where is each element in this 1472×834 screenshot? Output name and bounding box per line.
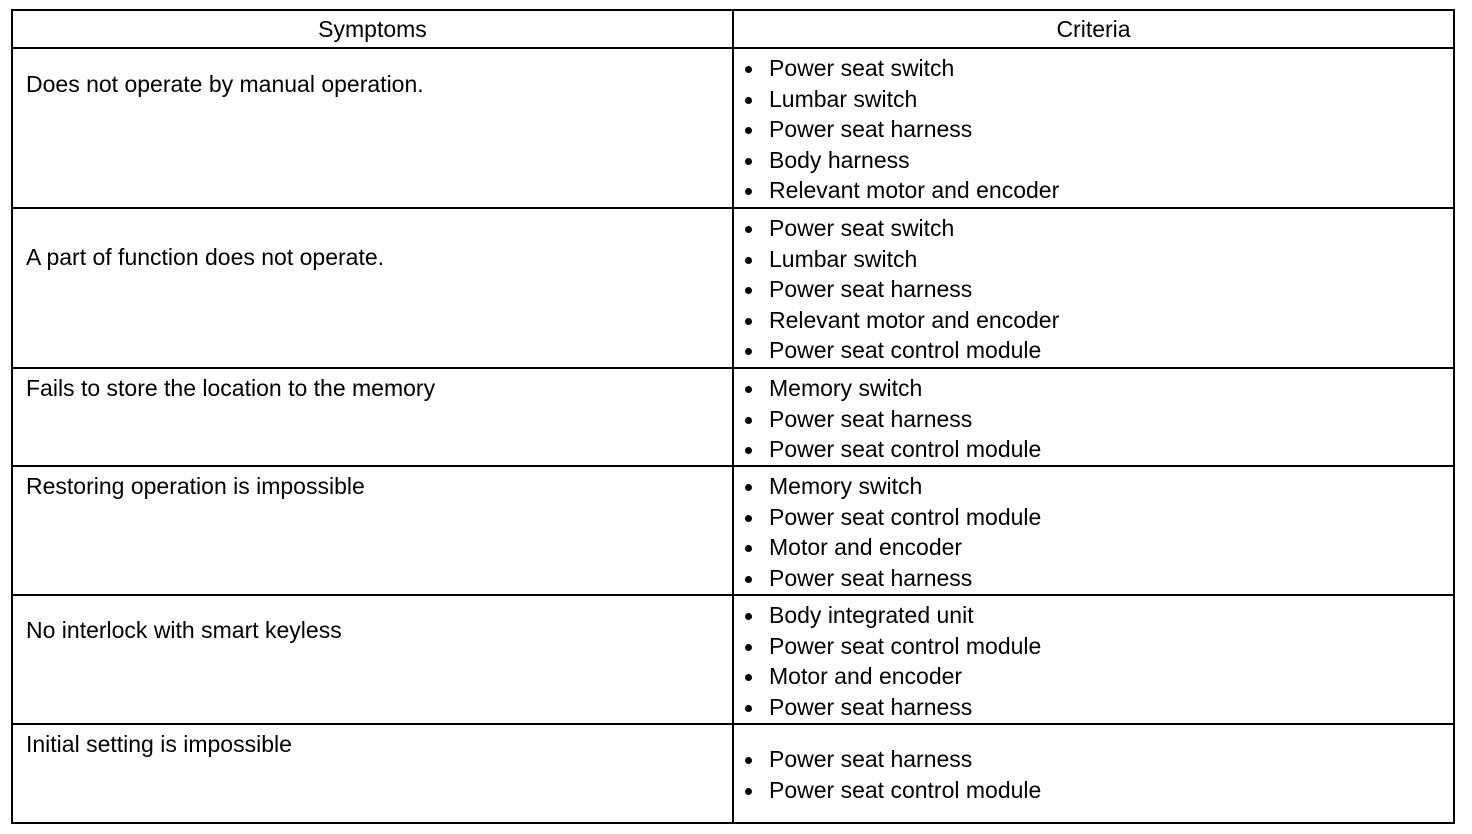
symptom-text: Fails to store the location to the memory [26, 375, 436, 401]
criteria-item: Body integrated unit [734, 600, 1453, 631]
criteria-item: Memory switch [734, 471, 1453, 502]
criteria-item: Power seat control module [734, 434, 1453, 465]
criteria-list [734, 725, 1453, 805]
table-row [12, 724, 1454, 823]
criteria-item: Motor and encoder [734, 661, 1453, 692]
criteria-item: Power seat switch [734, 53, 1453, 84]
symptom-cell [12, 724, 733, 823]
table-row [12, 595, 1454, 724]
criteria-list [734, 49, 1453, 206]
criteria-list [734, 467, 1453, 593]
symptoms-header: Symptoms [12, 10, 733, 48]
symptom-text: Does not operate by manual operation. [26, 71, 424, 97]
criteria-list [734, 209, 1453, 366]
criteria-item: Body harness [734, 145, 1453, 176]
table-row [12, 208, 1454, 368]
criteria-item: Memory switch [734, 373, 1453, 404]
criteria-item: Power seat control module [734, 631, 1453, 662]
criteria-item: Lumbar switch [734, 244, 1453, 275]
header-row [12, 10, 1454, 48]
symptom-text: No interlock with smart keyless [26, 617, 342, 643]
symptom-cell [12, 466, 733, 595]
table-row [12, 48, 1454, 208]
criteria-item: Power seat switch [734, 213, 1453, 244]
criteria-cell [733, 724, 1454, 823]
criteria-item: Power seat harness [734, 692, 1453, 723]
criteria-item: Power seat harness [734, 114, 1453, 145]
symptom-cell [12, 48, 733, 208]
criteria-cell [733, 48, 1454, 208]
criteria-cell [733, 466, 1454, 595]
symptom-criteria-table [11, 9, 1455, 824]
criteria-item: Relevant motor and encoder [734, 305, 1453, 336]
symptom-text: Restoring operation is impossible [26, 473, 365, 499]
criteria-cell [733, 368, 1454, 466]
criteria-item: Motor and encoder [734, 532, 1453, 563]
symptom-cell [12, 595, 733, 724]
criteria-list [734, 369, 1453, 465]
criteria-item: Power seat harness [734, 563, 1453, 594]
criteria-item: Power seat harness [734, 744, 1453, 775]
criteria-item: Power seat control module [734, 335, 1453, 366]
criteria-item: Power seat harness [734, 404, 1453, 435]
symptom-cell [12, 208, 733, 368]
criteria-item: Power seat control module [734, 502, 1453, 533]
criteria-cell [733, 208, 1454, 368]
criteria-item: Lumbar switch [734, 84, 1453, 115]
criteria-item: Relevant motor and encoder [734, 175, 1453, 206]
criteria-header: Criteria [733, 10, 1454, 48]
table-row [12, 368, 1454, 466]
criteria-item: Power seat harness [734, 274, 1453, 305]
symptom-cell [12, 368, 733, 466]
symptom-text: Initial setting is impossible [26, 731, 292, 757]
criteria-cell [733, 595, 1454, 724]
criteria-item: Power seat control module [734, 775, 1453, 806]
symptom-text: A part of function does not operate. [26, 244, 385, 270]
criteria-list [734, 596, 1453, 722]
table-row [12, 466, 1454, 595]
